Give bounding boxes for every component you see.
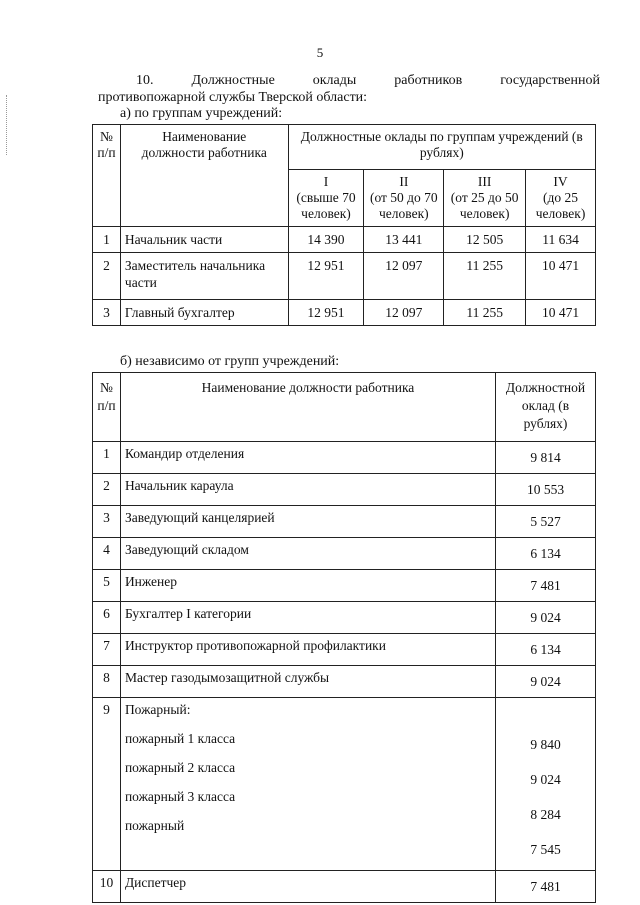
section-heading <box>98 72 600 106</box>
row-num: 2 <box>93 474 121 506</box>
row-value: 12 951 <box>288 300 364 326</box>
row-value: 10 471 <box>526 253 596 300</box>
table-row <box>93 871 596 903</box>
row-name: Мастер газодымозащитной службы <box>120 666 495 698</box>
table-row <box>93 442 596 474</box>
row-num: 6 <box>93 602 121 634</box>
row-num: 3 <box>93 506 121 538</box>
row-name: Начальник караула <box>120 474 495 506</box>
header-group-4: IV (до 25 человек) <box>526 170 596 227</box>
row-num: 2 <box>93 253 121 300</box>
table-row <box>93 506 596 538</box>
row-value: 9 024 <box>496 666 596 698</box>
row-value: 10 471 <box>526 300 596 326</box>
header-name: Наименование должности работника <box>120 125 288 227</box>
row-name: Диспетчер <box>120 871 495 903</box>
row-value: 7 481 <box>496 871 596 903</box>
row-name: Заведующий складом <box>120 538 495 570</box>
row-name: Инструктор противопожарной профилактики <box>120 634 495 666</box>
row-num: 8 <box>93 666 121 698</box>
heading-line-2: противопожарной службы Тверской области: <box>98 90 368 105</box>
row-num: 10 <box>93 871 121 903</box>
header-group-title: Должностные оклады по группам учреждений (в рублях) <box>288 125 595 170</box>
table-row <box>93 300 596 326</box>
row-value: 12 097 <box>364 253 444 300</box>
row-name: Пожарный: <box>124 702 191 717</box>
heading-word: государственной <box>500 73 600 88</box>
row-num: 7 <box>93 634 121 666</box>
sub-row-name: пожарный 3 класса <box>124 789 236 804</box>
margin-marks <box>6 95 9 155</box>
row-num: 1 <box>93 442 121 474</box>
row-num: 1 <box>93 227 121 253</box>
header-num: № п/п <box>93 373 121 442</box>
row-value: 5 527 <box>496 506 596 538</box>
sub-row-name: пожарный <box>124 818 185 833</box>
row-value-group <box>496 698 596 871</box>
header-name: Наименование должности работника <box>120 373 495 442</box>
row-value: 6 134 <box>496 634 596 666</box>
heading-word: Должностные <box>191 73 275 88</box>
row-num: 4 <box>93 538 121 570</box>
row-value: 10 553 <box>496 474 596 506</box>
heading-word: работников <box>394 73 463 88</box>
row-num: 3 <box>93 300 121 326</box>
row-value: 9 814 <box>496 442 596 474</box>
section-a-title: а) по группам учреждений: <box>120 106 283 121</box>
row-name: Главный бухгалтер <box>120 300 288 326</box>
row-value: 13 441 <box>364 227 444 253</box>
header-group-1: I (свыше 70 человек) <box>288 170 364 227</box>
row-value: 12 951 <box>288 253 364 300</box>
table-row <box>93 666 596 698</box>
sub-row-value: 9 024 <box>530 772 561 787</box>
row-value: 12 097 <box>364 300 444 326</box>
sub-row-value: 7 545 <box>530 842 561 857</box>
row-value: 9 024 <box>496 602 596 634</box>
row-value: 12 505 <box>444 227 526 253</box>
sub-row-name: пожарный 2 класса <box>124 760 236 775</box>
page-number: 5 <box>316 45 324 60</box>
row-name: Заведующий канцелярией <box>120 506 495 538</box>
row-value: 11 255 <box>444 300 526 326</box>
row-name: Командир отделения <box>120 442 495 474</box>
sub-row-name: пожарный 1 класса <box>124 731 236 746</box>
row-name: Бухгалтер I категории <box>120 602 495 634</box>
section-b-title: б) независимо от групп учреждений: <box>120 354 340 369</box>
row-value: 7 481 <box>496 570 596 602</box>
row-num: 9 <box>93 698 121 871</box>
row-name: Заместитель начальника части <box>120 253 288 300</box>
sub-row-value: 8 284 <box>530 807 561 822</box>
table-independent <box>92 372 596 903</box>
table-row <box>93 602 596 634</box>
row-value: 6 134 <box>496 538 596 570</box>
heading-line-1 <box>98 72 600 89</box>
table-row-firefighter <box>93 698 596 871</box>
header-group-3: III (от 25 до 50 человек) <box>444 170 526 227</box>
sub-row-value: 9 840 <box>530 737 561 752</box>
heading-word: оклады <box>312 73 357 88</box>
table-row <box>93 227 596 253</box>
row-value: 14 390 <box>288 227 364 253</box>
table-by-groups <box>92 124 596 326</box>
table-row <box>93 538 596 570</box>
heading-word: 10. <box>136 73 154 88</box>
row-name: Начальник части <box>120 227 288 253</box>
row-value: 11 255 <box>444 253 526 300</box>
row-name: Инженер <box>120 570 495 602</box>
table-row <box>93 570 596 602</box>
row-num: 5 <box>93 570 121 602</box>
row-name-group <box>120 698 495 871</box>
table-row <box>93 634 596 666</box>
header-salary: Должностной оклад (в рублях) <box>496 373 596 442</box>
header-group-2: II (от 50 до 70 человек) <box>364 170 444 227</box>
row-value: 11 634 <box>526 227 596 253</box>
header-num: № п/п <box>93 125 121 227</box>
table-row <box>93 253 596 300</box>
table-row <box>93 474 596 506</box>
